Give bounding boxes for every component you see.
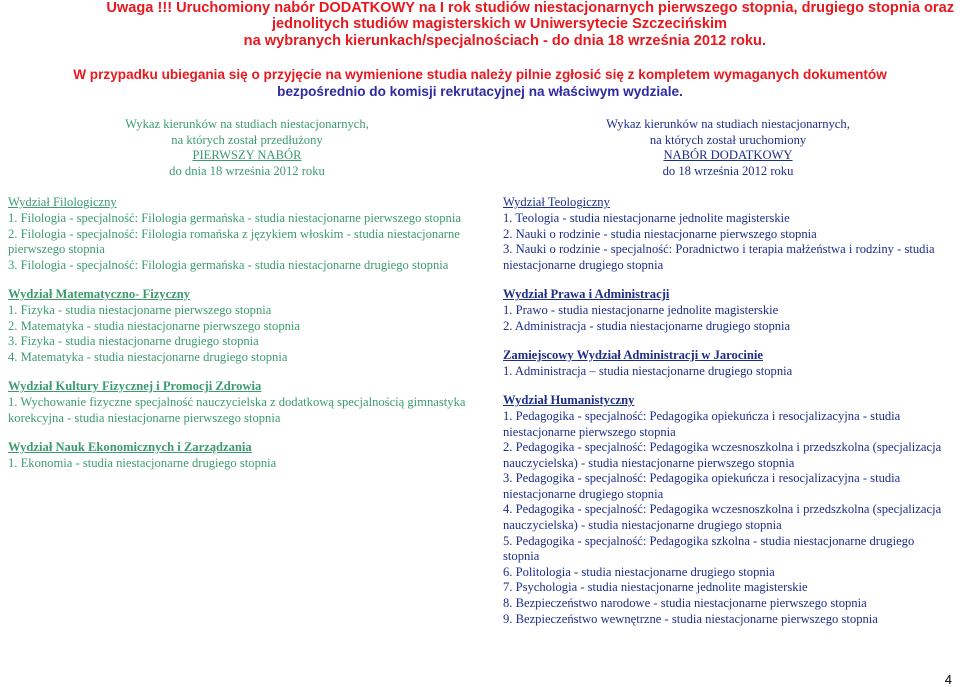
banner-line-1: Uwaga !!! Uruchomiony nabór DODATKOWY na I rok studiów niestacjonarnych pierwszego stopnia, drugiego stopnia oraz bbox=[106, 0, 954, 16]
left-header-date: do dnia 18 września 2012 roku bbox=[169, 163, 325, 178]
alert-banner bbox=[0, 0, 960, 49]
warning-line-2: bezpośrednio do komisji rekrutacyjnej na właściwym wydziale. bbox=[277, 84, 683, 99]
list-item: 3. Nauki o rodzinie - specjalność: Poradnictwo i terapia małżeństwa i rodziny - studia niestacjonarne drugiego stopnia bbox=[503, 242, 935, 272]
list-item: 3. Pedagogika - specjalność: Pedagogika opiekuńcza i resocjalizacyjna - studia niestacjonarne drugiego stopnia bbox=[503, 471, 901, 501]
banner-line-2: jednolitych studiów magisterskich w Uniwersytecie Szczecińskim bbox=[272, 16, 727, 33]
left-header-line-2: na których został przedłużony bbox=[171, 132, 323, 147]
list-item: 9. Bezpieczeństwo wewnętrzne - studia niestacjonarne pierwszego stopnia bbox=[503, 611, 878, 626]
left-header-line-1: Wykaz kierunków na studiach niestacjonarnych, bbox=[125, 117, 369, 131]
list-item: 6. Politologia - studia niestacjonarne drugiego stopnia bbox=[503, 564, 775, 579]
faculty-heading: Zamiejscowy Wydział Administracji w Jarocinie bbox=[503, 348, 764, 363]
list-item: 1. Pedagogika - specjalność: Pedagogika opiekuńcza i resocjalizacyjna - studia niestacjonarne pierwszego stopnia bbox=[503, 408, 901, 439]
list-item: 2. Nauki o rodzinie - studia niestacjonarne pierwszego stopnia bbox=[503, 226, 817, 241]
list-item: 7. Psychologia - studia niestacjonarne jednolite magisterskie bbox=[503, 580, 808, 595]
banner-line-3: na wybranych kierunkach/specjalnościach - do dnia 18 września 2012 roku. bbox=[243, 32, 766, 49]
left-header-nabor: PIERWSZY NABÓR bbox=[192, 148, 302, 163]
page-number: 4 bbox=[944, 672, 952, 687]
list-item: 5. Pedagogika - specjalność: Pedagogika szkolna - studia niestacjonarne drugiego stopnia bbox=[503, 533, 915, 564]
list-item: 1. Administracja – studia niestacjonarne drugiego stopnia bbox=[503, 363, 793, 378]
list-item: 2. Administracja - studia niestacjonarne drugiego stopnia bbox=[503, 318, 791, 333]
right-header-line-2: na których został uruchomiony bbox=[649, 132, 807, 147]
faculty-heading: Wydział Filologiczny bbox=[8, 195, 117, 210]
warning-notice bbox=[0, 66, 960, 100]
right-header bbox=[503, 117, 953, 179]
list-item: 1. Ekonomia - studia niestacjonarne drugiego stopnia bbox=[8, 455, 277, 470]
faculty-heading: Wydział Matematyczno- Fizyczny bbox=[8, 287, 191, 302]
list-item: 1. Filologia - specjalność: Filologia germańska - studia niestacjonarne pierwszego stopnia bbox=[8, 210, 461, 225]
right-header-line-1: Wykaz kierunków na studiach niestacjonarnych, bbox=[606, 117, 850, 131]
list-item: 1. Prawo - studia niestacjonarne jednolite magisterskie bbox=[503, 302, 779, 317]
list-item: 1. Fizyka - studia niestacjonarne pierwszego stopnia bbox=[8, 302, 272, 317]
left-header bbox=[8, 117, 486, 179]
list-item: 2. Filologia - specjalność: Filologia romańska z językiem włoskim - studia niestacjonarne pierwszego stopnia bbox=[8, 226, 460, 257]
list-item: 2. Matematyka - studia niestacjonarne pierwszego stopnia bbox=[8, 318, 301, 333]
list-item: 2. Pedagogika - specjalność: Pedagogika wczesnoszkolna i przedszkolna (specjalizacja nauczycielska) - studia niestacjonarne pierwszego stopnia bbox=[503, 440, 942, 470]
faculty-heading: Wydział Kultury Fizycznej i Promocji Zdrowia bbox=[8, 379, 262, 394]
list-item: 4. Pedagogika - specjalność: Pedagogika wczesnoszkolna i przedszkolna (specjalizacja nauczycielska) - studia niestacjonarne drugiego stopnia bbox=[503, 502, 942, 533]
list-item: 3. Filologia - specjalność: Filologia germańska - studia niestacjonarne drugiego stopnia bbox=[8, 257, 449, 272]
faculty-heading: Wydział Humanistyczny bbox=[503, 393, 635, 408]
list-item: 3. Fizyka - studia niestacjonarne drugiego stopnia bbox=[8, 334, 259, 349]
right-header-nabor: NABÓR DODATKOWY bbox=[663, 148, 793, 163]
left-column bbox=[8, 117, 486, 471]
list-item: 4. Matematyka - studia niestacjonarne drugiego stopnia bbox=[8, 349, 288, 364]
warning-line-1: W przypadku ubiegania się o przyjęcie na wymienione studia należy pilnie zgłosić się z kompletem wymaganych dokumentów bbox=[73, 67, 887, 82]
right-header-date: do 18 września 2012 roku bbox=[662, 163, 794, 178]
faculty-heading: Wydział Nauk Ekonomicznych i Zarządzania bbox=[8, 440, 252, 455]
faculty-heading: Wydział Teologiczny bbox=[503, 195, 610, 210]
right-column bbox=[503, 117, 953, 627]
list-item: 1. Teologia - studia niestacjonarne jednolite magisterskie bbox=[503, 210, 790, 225]
list-item: 1. Wychowanie fizyczne specjalność nauczycielska z dodatkową specjalnością gimnastyka korekcyjna - studia niestacjonarne pierwszego stopnia bbox=[8, 394, 466, 425]
faculty-heading: Wydział Prawa i Administracji bbox=[503, 287, 670, 302]
list-item: 8. Bezpieczeństwo narodowe - studia niestacjonarne pierwszego stopnia bbox=[503, 596, 867, 611]
